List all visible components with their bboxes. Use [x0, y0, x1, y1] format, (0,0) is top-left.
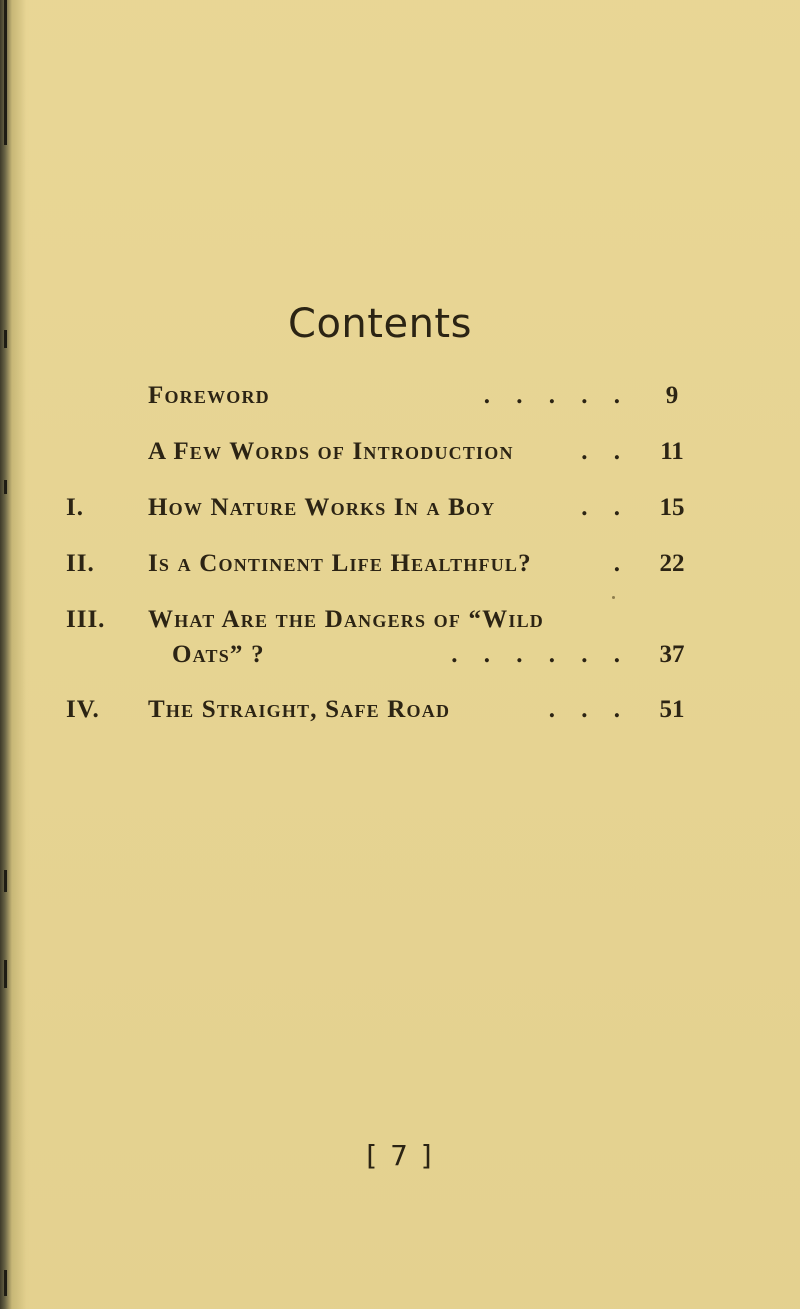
- toc-entry-leader: . .: [581, 494, 630, 521]
- toc-entry-page: 15: [659, 494, 685, 521]
- page-title: Contents: [288, 301, 472, 347]
- toc-entry-leader: .: [613, 550, 630, 577]
- toc-entry-title: How Nature Works In a Boy: [148, 494, 496, 521]
- toc-entry-number: III.: [66, 606, 106, 633]
- toc-entry-page: 37: [659, 641, 685, 668]
- toc-entry-title: Foreword: [148, 382, 270, 409]
- page-folio: [ 7 ]: [366, 1139, 434, 1172]
- toc-entry-title: The Straight, Safe Road: [148, 696, 451, 723]
- toc-entry-number: IV.: [66, 696, 100, 723]
- toc-entry-number: I.: [66, 494, 84, 521]
- toc-entry-title: Is a Continent Life Healthful?: [148, 550, 532, 577]
- toc-entry-leader: . . . . . .: [451, 641, 630, 668]
- toc-entry-title: A Few Words of Introduction: [148, 438, 514, 465]
- toc-entry-page: 11: [660, 438, 684, 465]
- toc-entry-page: 51: [659, 696, 685, 723]
- toc-entry-title-line1: What Are the Dangers of “Wild: [148, 606, 544, 633]
- toc-entry-page: 22: [659, 550, 685, 577]
- toc-entry-leader: . .: [581, 438, 630, 465]
- toc-entry-page: 9: [665, 382, 679, 409]
- paper-speck: [612, 596, 615, 599]
- toc-entry-leader: . . . . .: [483, 382, 630, 409]
- toc-entry-number: II.: [66, 550, 95, 577]
- toc-entry-leader: . . .: [548, 696, 630, 723]
- toc-entry-title-line2: Oats” ?: [172, 641, 265, 668]
